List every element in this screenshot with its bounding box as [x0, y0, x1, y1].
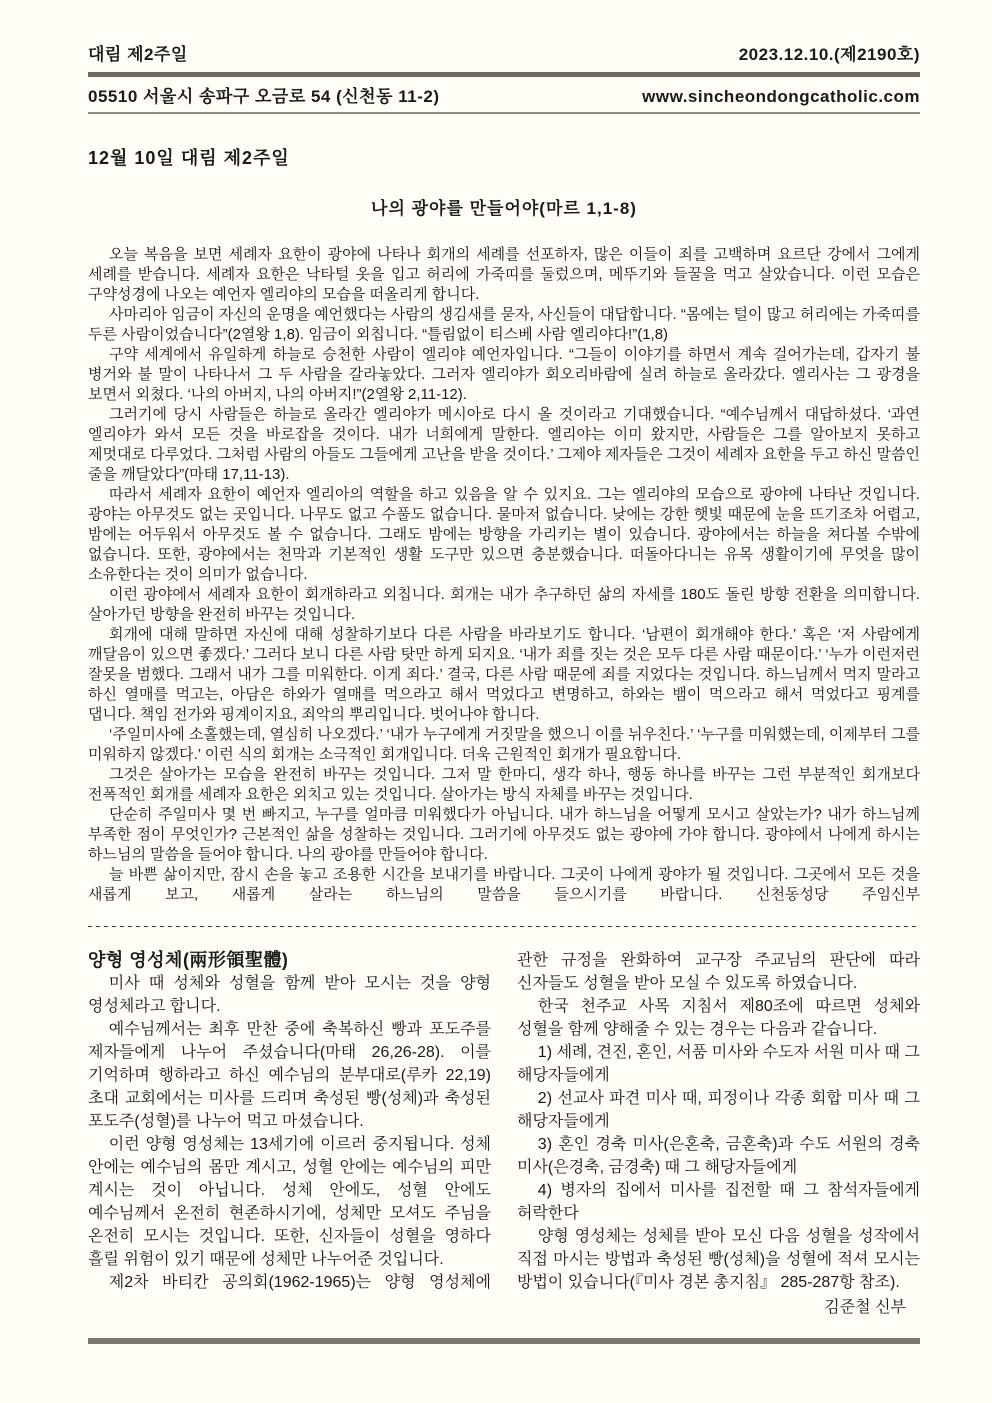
section2-right-column: [517, 949, 920, 1319]
article-paragraph: 사마리아 임금이 자신의 운명을 예언했다는 사람의 생김새를 묻자, 사신들이 대답합니다. “몸에는 털이 많고 허리에는 가죽띠를 두른 사람이었습니다”(2열왕 1,8). 임금이 외칩니다. “틀림없이 티스베 사람 엘리야다!”(1,8): [88, 306, 920, 343]
header-rule-thin: [88, 112, 920, 114]
section2-paragraph: 제2차 바티칸 공의회(1962-1965)는 양형 영성체에: [108, 1274, 491, 1291]
article-paragraph: ‘주일미사에 소홀했는데, 열심히 나오겠다.’ ‘내가 누구에게 거짓말을 했으니 이를 뉘우친다.’ ‘누구를 미워했는데, 이제부터 그를 미워하지 않겠다.’ 이런 식의 회개는 소극적인 회개입니다. 더욱 근원적인 회개가 필요합니다.: [88, 726, 920, 763]
masthead-row-top: [88, 40, 920, 65]
section2-list-item: 2) 선교사 파견 미사 때, 피정이나 각종 회합 미사 때 그 해당자들에게: [517, 1090, 920, 1130]
masthead-website: www.sincheondongcatholic.com: [642, 87, 920, 106]
section2-paragraph: 관한 규정을 완화하여 교구장 주교님의 판단에 따라 신자들도 성혈을 받아 모실 수 있도록 하였습니다.: [517, 952, 920, 992]
article-paragraph: 구약 세계에서 유일하게 하늘로 승천한 사람이 엘리야 예언자입니다. “그들이 이야기를 하면서 계속 걸어가는데, 갑자기 불 병거와 불 말이 나타나서 그 두 사람을 갈라놓았다. 그러자 엘리야가 회오리바람에 실려 하늘로 올라갔다. 엘리사는 그 광경을 보면서 외쳤다. ‘나의 아버지, 나의 아버지!”(2열왕 2,11-12).: [88, 346, 920, 403]
article-paragraph-signoff: 늘 바쁜 삶이지만, 잠시 손을 놓고 조용한 시간을 보내기를 바랍니다. 그곳이 나에게 광야가 될 것입니다. 그곳에서 모든 것을 새롭게 보고, 새롭게 살라는 하느님의 말씀을 들으시기를 바랍니다. 신천동성당 주임신부: [88, 866, 920, 903]
article-body: [88, 245, 920, 905]
article-paragraph: 그것은 살아가는 모습을 완전히 바꾸는 것입니다. 그저 말 한마디, 생각 하나, 행동 하나를 바꾸는 그런 부분적인 회개보다 전폭적인 회개를 세례자 요한은 외치고 있는 것입니다. 살아가는 방식 자체를 바꾸는 것입니다.: [88, 766, 920, 803]
header-rule-thick: [88, 72, 920, 77]
section2-list-item: 4) 병자의 집에서 미사를 집전할 때 그 참석자들에게 허락한다: [517, 1182, 920, 1222]
section2: [88, 949, 920, 1319]
article-paragraph: 단순히 주일미사 몇 번 빠지고, 누구를 얼마큼 미워했다가 아닙니다. 내가 하느님을 어떻게 모시고 살았는가? 내가 하느님께 부족한 점이 무엇인가? 근본적인 삶을 성찰하는 것입니다. 그러기에 아무것도 없는 광야에 가야 합니다. 광야에서 나에게 하시는 하느님의 말씀을 들어야 합니다. 나의 광야를 만들어야 합니다.: [88, 806, 920, 863]
signature: 김준철 신부: [824, 1299, 906, 1316]
article-headline: 나의 광야를 만들어야(마르 1,1-8): [371, 199, 637, 218]
masthead-issue-date: 2023.12.10.(제2190호): [738, 45, 920, 64]
section-divider: [88, 925, 920, 927]
article-paragraph: 그러기에 당시 사람들은 하늘로 올라간 엘리야가 메시아로 다시 올 것이라고 기대했습니다. “예수님께서 대답하셨다. ‘과연 엘리야가 와서 모든 것을 바로잡을 것이다. 내가 너희에게 말한다. 엘리야는 이미 왔지만, 사람들은 그를 알아보지 못하고 제멋대로 다루었다. 그처럼 사람의 아들도 그들에게 고난을 받을 것이다.’ 그제야 제자들은 그것이 세례자 요한을 두고 하신 말씀인 줄을 깨달았다”(마태 17,11-13).: [88, 406, 920, 483]
section2-paragraph: 한국 천주교 사목 지침서 제80조에 따르면 성체와 성혈을 함께 양해줄 수 있는 경우는 다음과 같습니다.: [517, 998, 920, 1038]
article-paragraph: 이런 광야에서 세례자 요한이 회개하라고 외칩니다. 회개는 내가 추구하던 삶의 자세를 180도 돌린 방향 전환을 의미합니다. 살아가던 방향을 완전히 바꾸는 것입니다.: [88, 586, 920, 623]
article-date-title: 12월 10일 대림 제2주일: [88, 148, 290, 168]
section2-paragraph: 미사 때 성체와 성혈을 함께 받아 모시는 것을 양형 영성체라고 합니다.: [88, 975, 491, 1015]
masthead-address: 05510 서울시 송파구 오금로 54 (신천동 11-2): [88, 87, 440, 106]
footer-rule: [88, 1338, 920, 1344]
section2-paragraph: 이런 양형 영성체는 13세기에 이르러 중지됩니다. 성체 안에는 예수님의 몸만 계시고, 성혈 안에는 예수님의 피만 계시는 것이 아닙니다. 성체 안에도, 성혈 안에도 예수님께서 온전히 현존하시기에, 성체만 모셔도 주님을 온전히 모시는 것입니다. 또한, 신자들이 성혈을 영하다 흘릴 위험이 있기 때문에 성체만 나누어준 것입니다.: [88, 1136, 491, 1268]
section2-paragraph: 예수님께서는 최후 만찬 중에 축복하신 빵과 포도주를 제자들에게 나누어 주셨습니다(마태 26,26-28). 이를 기억하며 행하라고 하신 예수님의 분부대로(루카 22,19) 초대 교회에서는 미사를 드리며 축성된 빵(성체)과 축성된 포도주(성혈)를 나누어 먹고 마셨습니다.: [88, 1021, 491, 1130]
section2-title: 양형 영성체(兩形領聖體): [88, 950, 289, 970]
article-paragraph: 회개에 대해 말하면 자신에 대해 성찰하기보다 다른 사람을 바라보기도 합니다. ‘남편이 회개해야 한다.’ 혹은 ‘저 사람에게 깨달음이 있으면 좋겠다.’ 그러다 보니 다른 사람 탓만 하게 되지요. ‘내가 죄를 짓는 것은 모두 다른 사람 때문이다.’ ‘누가 이런저런 잘못을 범했다. 그래서 내가 그를 미워한다. 이게 죄다.’ 결국, 다른 사람 때문에 죄를 지었다는 것입니다. 하느님께서 먹지 말라고 하신 열매를 먹고는, 아담은 하와가 열매를 먹으라고 해서 먹었다고 변명하고, 하와는 뱀이 먹으라고 해서 먹었다고 핑계를 댑니다. 책임 전가와 핑계이지요, 죄악의 뿌리입니다. 벗어나야 합니다.: [88, 626, 920, 723]
article-paragraph: 따라서 세례자 요한이 예언자 엘리아의 역할을 하고 있음을 알 수 있지요. 그는 엘리야의 모습으로 광야에 나타난 것입니다. 광야는 아무것도 없는 곳입니다. 나무도 없고 수풀도 없습니다. 물마저 없습니다. 낮에는 강한 햇빛 때문에 눈을 뜨기조차 어렵고, 밤에는 어두워서 아무것도 볼 수 없습니다. 그래도 밤에는 방향을 가리키는 별이 있습니다. 광야에서는 하늘을 쳐다볼 수밖에 없습니다. 또한, 광야에서는 천막과 기본적인 생활 도구만 있으면 충분했습니다. 떠돌아다니는 유목 생활이기에 무엇을 많이 소유한다는 것이 의미가 없습니다.: [88, 486, 920, 583]
section2-paragraph: 양형 영성체는 성체를 받아 모신 다음 성혈을 성작에서 직접 마시는 방법과 축성된 빵(성체)을 성혈에 적셔 모시는 방법이 있습니다(『미사 경본 총지침』 285-287항 참조).: [517, 1228, 920, 1291]
section2-list-item: 3) 혼인 경축 미사(은혼축, 금혼축)과 수도 서원의 경축 미사(은경축, 금경축) 때 그 해당자들에게: [517, 1136, 920, 1176]
section2-left-column: [88, 949, 491, 1319]
article-paragraph: 오늘 복음을 보면 세례자 요한이 광야에 나타나 회개의 세례를 선포하자, 많은 이들이 죄를 고백하며 요르단 강에서 그에게 세례를 받습니다. 세례자 요한은 낙타털 옷을 입고 허리에 가죽띠를 둘렀으며, 메뚜기와 들꿀을 먹고 살았습니다. 이런 모습은 구약성경에 나오는 예언자 엘리야의 모습을 떠올리게 합니다.: [88, 246, 920, 303]
masthead-row-bottom: [88, 82, 920, 107]
section2-list-item: 1) 세례, 견진, 혼인, 서품 미사와 수도자 서원 미사 때 그 해당자들에게: [517, 1044, 920, 1084]
masthead-season: 대림 제2주일: [88, 45, 188, 64]
